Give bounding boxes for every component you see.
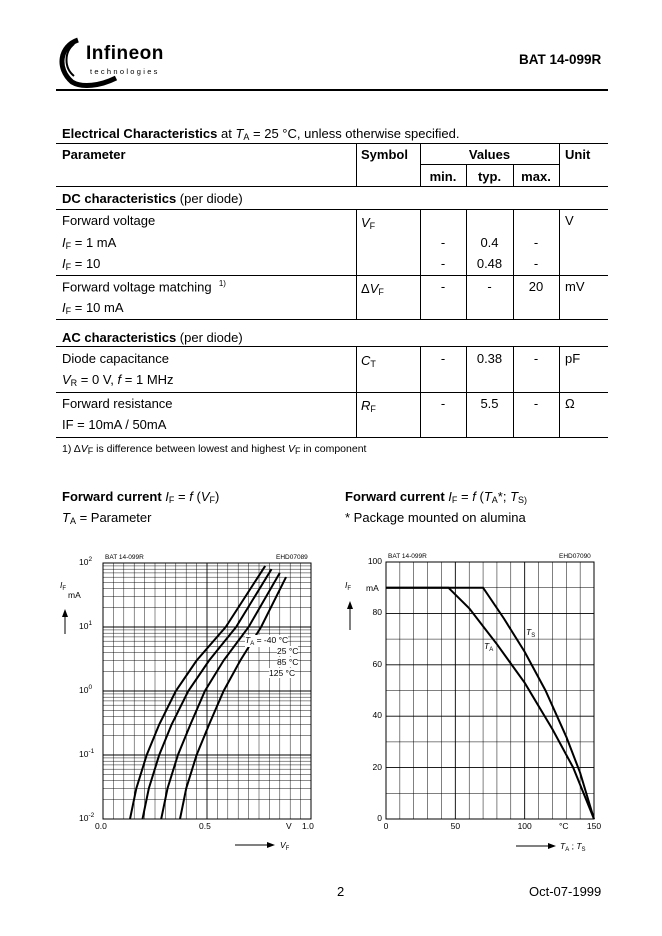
capacitance-max: - (533, 351, 539, 366)
right-y-tick-0: 0 (377, 813, 382, 823)
right-x-tick-2: 100 (517, 821, 532, 831)
resistance-cond: IF = 10mA / 50mA (62, 417, 167, 432)
footer-date: Oct-07-1999 (529, 884, 602, 899)
right-chart-caption: Forward current $I_F = f$ ($T_A*$; $T_{S)}$ (345, 489, 528, 505)
left-x-tick-2: 1.0 (302, 821, 314, 831)
left-x-label: $V_F$ (280, 840, 290, 852)
header-rule (56, 89, 608, 91)
left-x-tick-0: 0.0 (95, 821, 107, 831)
col-typ: typ. (477, 169, 502, 184)
left-chart-svg (55, 552, 330, 862)
right-y-tick-2: 40 (372, 710, 382, 721)
col-symbol: Symbol (361, 147, 408, 162)
resistance-min: - (440, 396, 446, 411)
fwd-voltage-unit: V (565, 213, 574, 228)
left-legend-0: $T_A = -40$ °C (245, 635, 289, 647)
logo-word: Infineon (86, 43, 164, 64)
fwd-voltage-cond-1: $I_F = 1$ mA (62, 235, 117, 251)
resistance-unit: Ω (565, 396, 575, 411)
resistance-max: - (533, 396, 539, 411)
part-number: BAT 14-099R (519, 52, 602, 67)
fwd-voltage-1-max: - (533, 235, 539, 250)
left-legend-1: 25 °C (277, 646, 299, 656)
right-y-label: $I_F$ (345, 580, 352, 592)
right-x-unit: °C (559, 821, 569, 831)
left-y-tick-2: $10^0$ (79, 684, 93, 695)
right-y-tick-1: 20 (372, 761, 382, 772)
col-min: min. (429, 169, 457, 184)
col-unit: Unit (565, 147, 591, 162)
left-chart (55, 552, 330, 862)
left-chart-code: EHD07089 (276, 554, 308, 561)
fwd-matching-min: - (440, 279, 446, 294)
left-chart-subcaption: $T_A$ = Parameter (62, 510, 152, 526)
capacitance-typ: 0.38 (476, 351, 503, 366)
fwd-voltage-1-typ: 0.4 (480, 235, 499, 250)
col-values: Values (468, 147, 511, 162)
right-y-tick-5: 100 (367, 556, 382, 566)
dc-section-heading: DC characteristics (per diode) (62, 191, 243, 206)
right-y-unit: mA (366, 583, 379, 593)
right-chart-title: BAT 14-099R (388, 553, 427, 560)
logo-tagline: technologies (90, 67, 160, 76)
capacitance-unit: pF (565, 351, 581, 366)
left-chart-title: BAT 14-099R (105, 554, 144, 561)
fwd-matching-unit: mV (565, 279, 585, 294)
left-legend-2: 85 °C (277, 657, 299, 667)
section-title: Electrical Characteristics at $T_A = 25$ °C, unless otherwise specified. (62, 126, 460, 142)
fwd-voltage-label: Forward voltage (62, 213, 156, 228)
fwd-voltage-symbol: $V_F$ (361, 215, 376, 231)
fwd-voltage-2-max: - (533, 256, 539, 271)
right-y-tick-3: 60 (372, 658, 382, 669)
col-parameter: Parameter (62, 147, 126, 162)
fwd-voltage-1-min: - (440, 235, 446, 250)
left-x-tick-1: 0.5 (199, 821, 211, 831)
capacitance-cond: $V_R = 0$ V, f = 1 MHz (62, 372, 174, 388)
left-y-tick-4: $10^2$ (79, 556, 93, 567)
right-x-tick-3: 150 (586, 821, 602, 831)
right-x-tick-0: 0 (383, 821, 389, 831)
left-chart-caption: Forward current $I_F = f$ $(V_F)$ (62, 489, 220, 505)
capacitance-symbol: $C_T$ (361, 353, 376, 369)
right-y-tick-4: 80 (372, 607, 382, 618)
resistance-typ: 5.5 (480, 396, 499, 411)
fwd-voltage-cond-2: $I_F = 10$ (62, 256, 101, 272)
resistance-symbol: $R_F$ (361, 398, 376, 414)
left-y-unit: mA (68, 590, 81, 600)
right-chart-code: EHD07090 (559, 553, 591, 560)
page-number: 2 (337, 884, 345, 899)
footnote: 1) $\Delta V_F$ is difference between lowest and highest $V_F$ in component (62, 443, 367, 456)
fwd-voltage-2-min: - (440, 256, 446, 271)
right-chart (340, 552, 610, 862)
left-x-unit: V (286, 821, 292, 831)
left-y-tick-1: $10^{-1}$ (79, 748, 95, 759)
capacitance-min: - (440, 351, 446, 366)
left-y-label: $I_F$ (60, 580, 67, 592)
resistance-label: Forward resistance (62, 396, 173, 411)
right-series-1 (386, 588, 594, 819)
right-series-label-ts: $T_S$ (526, 627, 536, 639)
col-max: max. (521, 169, 551, 184)
right-x-tick-1: 50 (450, 821, 461, 831)
infineon-logo (56, 32, 166, 88)
fwd-matching-typ: - (487, 279, 492, 294)
fwd-voltage-2-typ: 0.48 (476, 256, 503, 271)
right-x-label: $T_A$ ; $T_S$ (560, 841, 586, 853)
right-series-label-ta: $T_A$ (484, 641, 494, 653)
fwd-matching-cond: $I_F = 10$ mA (62, 300, 124, 316)
left-y-tick-3: $10^1$ (79, 620, 93, 631)
right-series-0 (386, 588, 594, 819)
left-legend-3: 125 °C (269, 668, 296, 678)
fwd-matching-symbol: $\Delta V_F$ (361, 281, 384, 297)
capacitance-label: Diode capacitance (62, 351, 169, 366)
fwd-matching-max: 20 (528, 279, 544, 294)
right-chart-subcaption: * Package mounted on alumina (345, 510, 526, 525)
left-y-tick-0: $10^{-2}$ (79, 812, 95, 823)
ac-section-heading: AC characteristics (per diode) (62, 330, 243, 345)
fwd-matching-label: Forward voltage matching $^{1)}$ (62, 279, 226, 295)
